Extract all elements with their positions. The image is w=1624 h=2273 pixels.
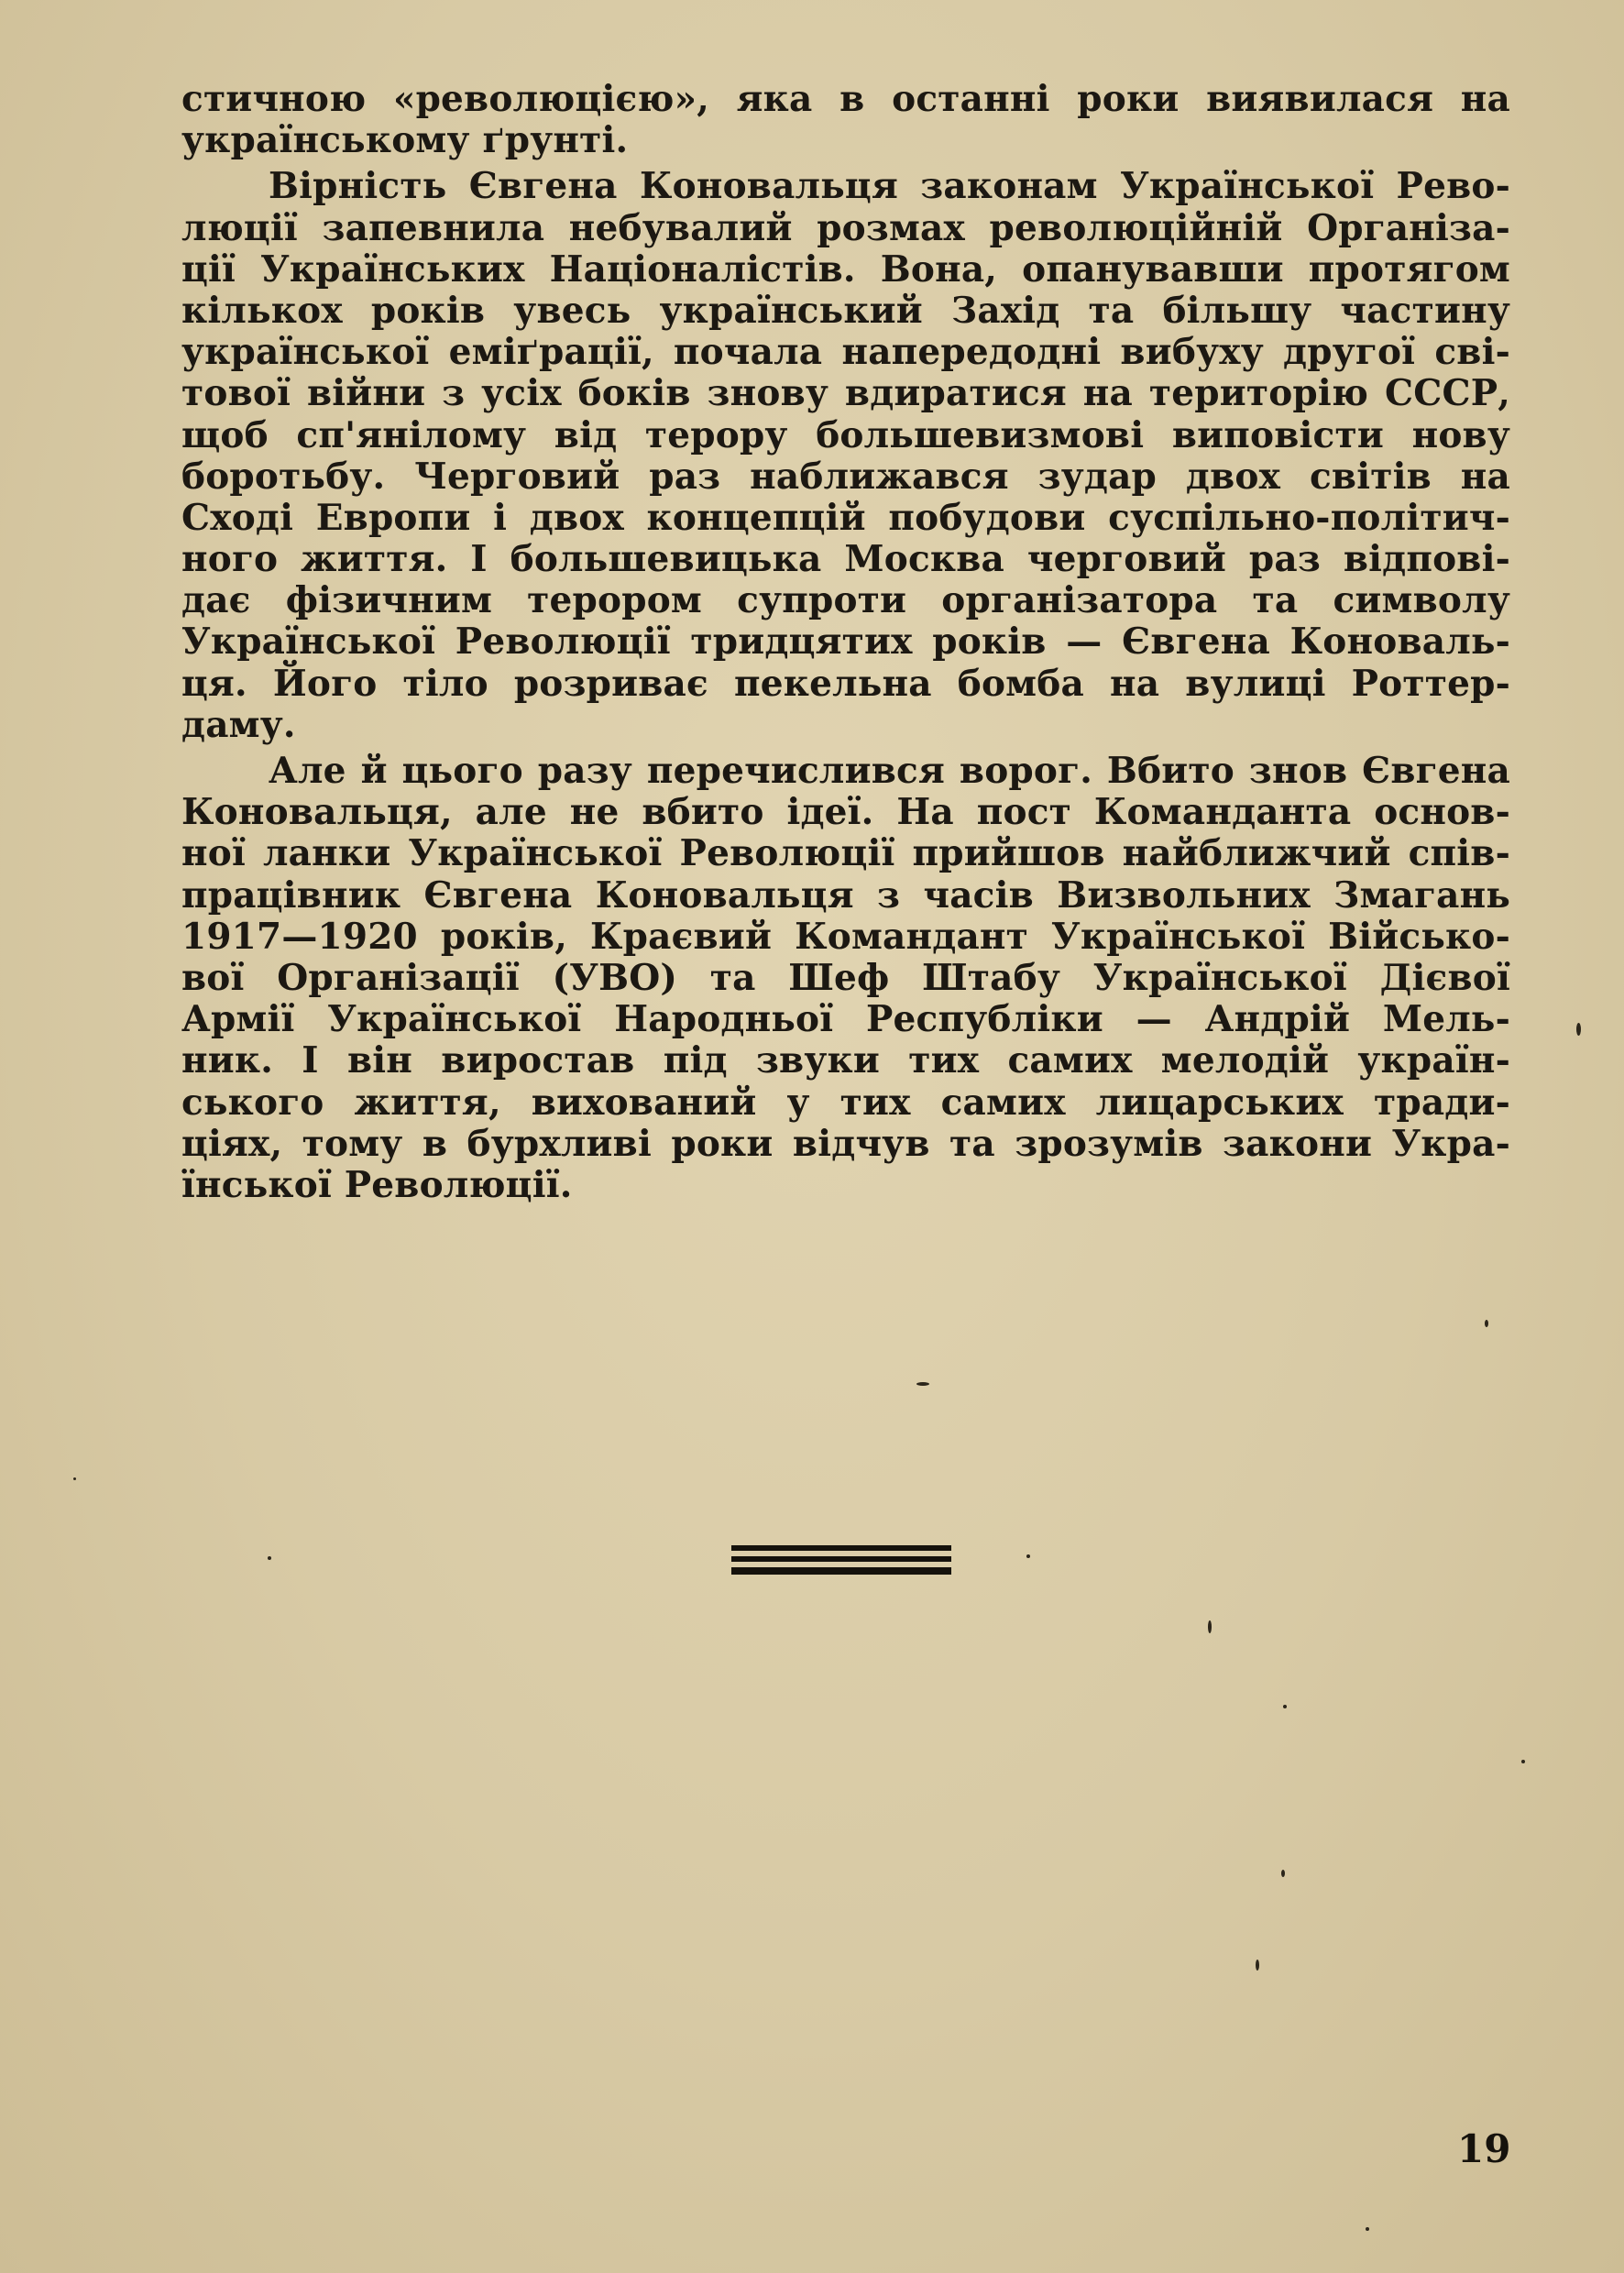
text-line: 1917—1920 років, Краєвий Командант Української Військо- <box>181 915 1510 958</box>
text-line: тової війни з усіх боків знову вдиратися на територію СССР, <box>181 372 1510 415</box>
ornament-rule <box>731 1545 951 1551</box>
text-line: працівник Євгена Коновальця з часів Визвольних Змагань <box>181 873 1510 917</box>
paragraph-start-line: Але й цього разу перечислився ворог. Вбито знов Євгена <box>269 750 1510 792</box>
ornament-rule <box>731 1567 951 1575</box>
scan-speck <box>1256 1960 1259 1971</box>
paragraph-start-line: Вірність Євгена Коновальця законам Української Рево- <box>269 165 1510 208</box>
text-line: ного життя. І большевицька Москва черговий раз відпові- <box>181 538 1510 581</box>
text-line: щоб сп'янілому від терору большевизмові виповісти нову <box>181 413 1510 456</box>
text-line: Армії Української Народньої Республіки — Андрій Мель- <box>181 998 1510 1041</box>
text-line: кількох років увесь український Захід та більшу частину <box>181 289 1510 332</box>
scan-speck <box>73 1477 76 1480</box>
text-line: люції запевнила небувалий розмах революційній Організа- <box>181 206 1510 249</box>
text-line: їнської Революції. <box>181 1163 573 1206</box>
ornament-rule <box>731 1556 951 1562</box>
text-line: ції Українських Націоналістів. Вона, опанувавши протягом <box>181 247 1510 291</box>
scan-speck <box>1208 1620 1212 1633</box>
text-line: стичною «революцією», яка в останні роки виявилася на <box>181 78 1510 120</box>
scan-speck <box>1485 1320 1488 1327</box>
text-line: українському ґрунті. <box>181 119 629 162</box>
scan-speck <box>1521 1760 1525 1763</box>
text-line: ціях, тому в бурхливі роки відчув та зрозумів закони Укра- <box>181 1122 1510 1165</box>
page-number: 19 <box>1457 2126 1511 2171</box>
text-line: Сході Европи і двох концепцій побудови суспільно-політич- <box>181 496 1510 539</box>
text-line: української еміґрації, почала напередодні вибуху другої сві- <box>181 331 1510 374</box>
body-text <box>181 79 1510 1206</box>
scan-speck <box>1576 1023 1581 1036</box>
scan-speck <box>268 1556 271 1560</box>
section-end-ornament <box>731 1545 951 1575</box>
text-line: ної ланки Української Революції прийшов найближчий спів- <box>181 832 1510 875</box>
text-line: ник. І він виростав під звуки тих самих мелодій україн- <box>181 1039 1510 1082</box>
scan-speck <box>916 1382 929 1386</box>
text-line: дає фізичним терором супроти організатора та символу <box>181 579 1510 622</box>
text-line: Української Революції тридцятих років — Євгена Коноваль- <box>181 620 1510 664</box>
scan-speck <box>1281 1870 1285 1877</box>
scan-speck <box>1026 1554 1030 1558</box>
text-line: боротьбу. Черговий раз наближався зудар двох світів на <box>181 455 1510 498</box>
text-line: даму. <box>181 703 296 746</box>
scan-speck <box>1283 1705 1287 1708</box>
scan-speck <box>1366 2227 1369 2231</box>
text-line: ця. Його тіло розриває пекельна бомба на вулиці Роттер- <box>181 662 1510 705</box>
text-line: вої Організації (УВО) та Шеф Штабу Української Дієвої <box>181 956 1510 999</box>
text-line: Коновальця, але не вбито ідеї. На пост Команданта основ- <box>181 791 1510 834</box>
text-line: ського життя, вихований у тих самих лицарських тради- <box>181 1081 1510 1124</box>
